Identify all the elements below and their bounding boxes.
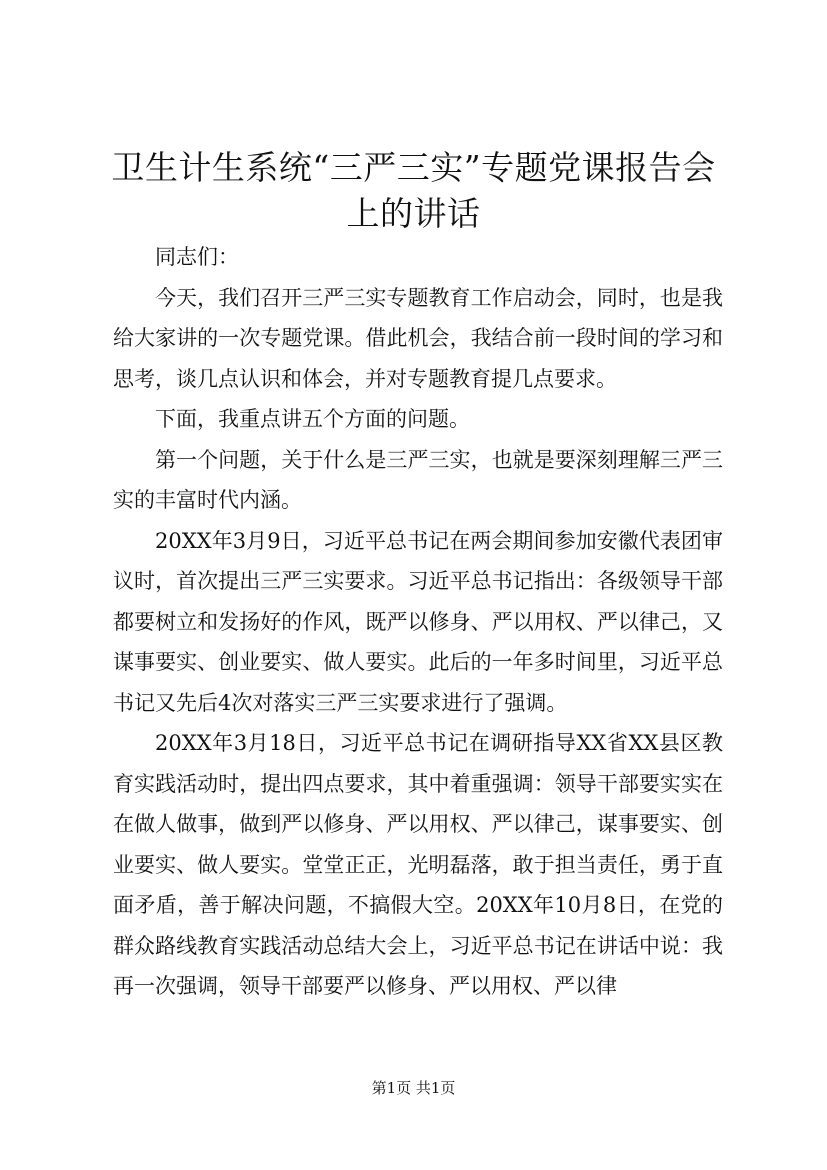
document-title: 卫生计生系统“三严三实”专题党课报告会上的讲话 [111,148,716,233]
body-paragraph: 20XX年3月18日，习近平总书记在调研指导XX省XX县区教育实践活动时，提出四点要求，其中着重强调：领导干部要实实在在做人做事，做到严以修身、严以用权、严以律己，谋事要实、创业要实、做人要实。堂堂正正，光明磊落，敢于担当责任，勇于直面矛盾，善于解决问题，不搞假大空。20XX年10月8日，在党的群众路线教育实践活动总结大会上，习近平总书记在讲话中说：我再一次强调，领导干部要严以修身、严以用权、严以律 [113,731,723,998]
salutation-paragraph: 同志们： [155,245,239,269]
body-paragraph: 下面，我重点讲五个方面的问题。 [155,407,470,431]
body-paragraph: 今天，我们召开三严三实专题教育工作启动会，同时，也是我给大家讲的一次专题党课。借此机会，我结合前一段时间的学习和思考，谈几点认识和体会，并对专题教育提几点要求。 [113,285,723,391]
body-paragraph: 20XX年3月9日，习近平总书记在两会期间参加安徽代表团审议时，首次提出三严三实要求。习近平总书记指出：各级领导干部都要树立和发扬好的作风，既严以修身、严以用权、严以律己，又谋事要实、创业要实、做人要实。此后的一年多时间里，习近平总书记又先后4次对落实三严三实要求进行了强调。 [113,528,723,715]
body-paragraph: 第一个问题，关于什么是三严三实，也就是要深刻理解三严三实的丰富时代内涵。 [113,447,723,512]
page-footer: 第1页 共1页 [371,1079,456,1097]
document-body [113,237,723,1007]
